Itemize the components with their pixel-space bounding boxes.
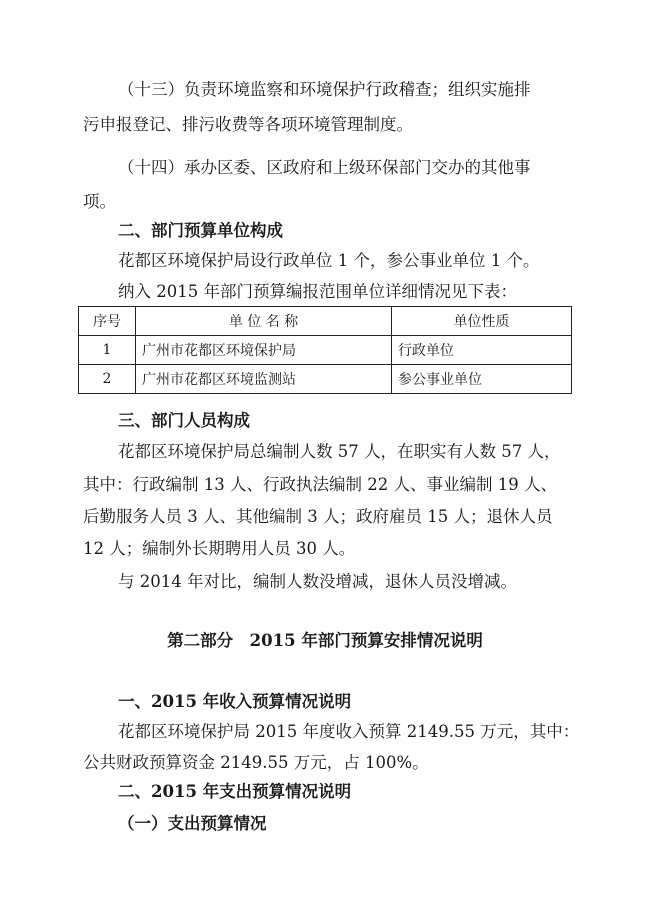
header-no: 序号 xyxy=(79,307,136,336)
section-3-line4: 12 人；编制外长期聘用人员 30 人。 xyxy=(83,539,356,558)
cell-unit-name: 广州市花都区环境监测站 xyxy=(136,365,392,394)
cell-unit-type: 行政单位 xyxy=(392,336,572,365)
section-3-line5: 与 2014 年对比，编制人数没增减，退休人员没增减。 xyxy=(118,572,517,591)
header-unit-name: 单 位 名 称 xyxy=(136,307,392,336)
section-2-paragraph-1: 花都区环境保护局设行政单位 1 个，参公事业单位 1 个。 xyxy=(118,251,540,270)
header-unit-type: 单位性质 xyxy=(392,307,572,336)
paragraph-14-line2: 项。 xyxy=(83,192,116,211)
table-row xyxy=(79,365,572,394)
section-3-line1: 花都区环境保护局总编制人数 57 人，在职实有人数 57 人， xyxy=(118,442,561,461)
unit-table xyxy=(78,306,572,394)
section-3-line2: 其中：行政编制 13 人、行政执法编制 22 人、事业编制 19 人、 xyxy=(83,475,557,494)
income-line2: 公共财政预算资金 2149.55 万元，占 100%。 xyxy=(83,753,429,772)
cell-unit-name: 广州市花都区环境保护局 xyxy=(136,336,392,365)
cell-no: 2 xyxy=(79,365,136,394)
section-2-paragraph-2: 纳入 2015 年部门预算编报范围单位详细情况见下表： xyxy=(118,282,517,301)
paragraph-13-line2: 污申报登记、排污收费等各项环境管理制度。 xyxy=(83,115,413,134)
paragraph-14-line1: （十四）承办区委、区政府和上级环保部门交办的其他事 xyxy=(118,158,531,177)
section-3-heading: 三、部门人员构成 xyxy=(118,411,250,430)
part-2-title: 第二部分 2015 年部门预算安排情况说明 xyxy=(167,631,483,650)
section-3-line3: 后勤服务人员 3 人、其他编制 3 人；政府雇员 15 人；退休人员 xyxy=(83,507,553,526)
cell-unit-type: 参公事业单位 xyxy=(392,365,572,394)
paragraph-13-line1: （十三）负责环境监察和环境保护行政稽查；组织实施排 xyxy=(118,80,531,99)
section-2-heading: 二、部门预算单位构成 xyxy=(118,221,283,240)
expenditure-heading: 二、2015 年支出预算情况说明 xyxy=(118,782,352,801)
table-row xyxy=(79,336,572,365)
expenditure-subheading: （一）支出预算情况 xyxy=(118,814,267,833)
table-header-row xyxy=(79,307,572,336)
income-heading: 一、2015 年收入预算情况说明 xyxy=(118,692,352,711)
income-line1: 花都区环境保护局 2015 年度收入预算 2149.55 万元，其中： xyxy=(118,722,580,741)
cell-no: 1 xyxy=(79,336,136,365)
